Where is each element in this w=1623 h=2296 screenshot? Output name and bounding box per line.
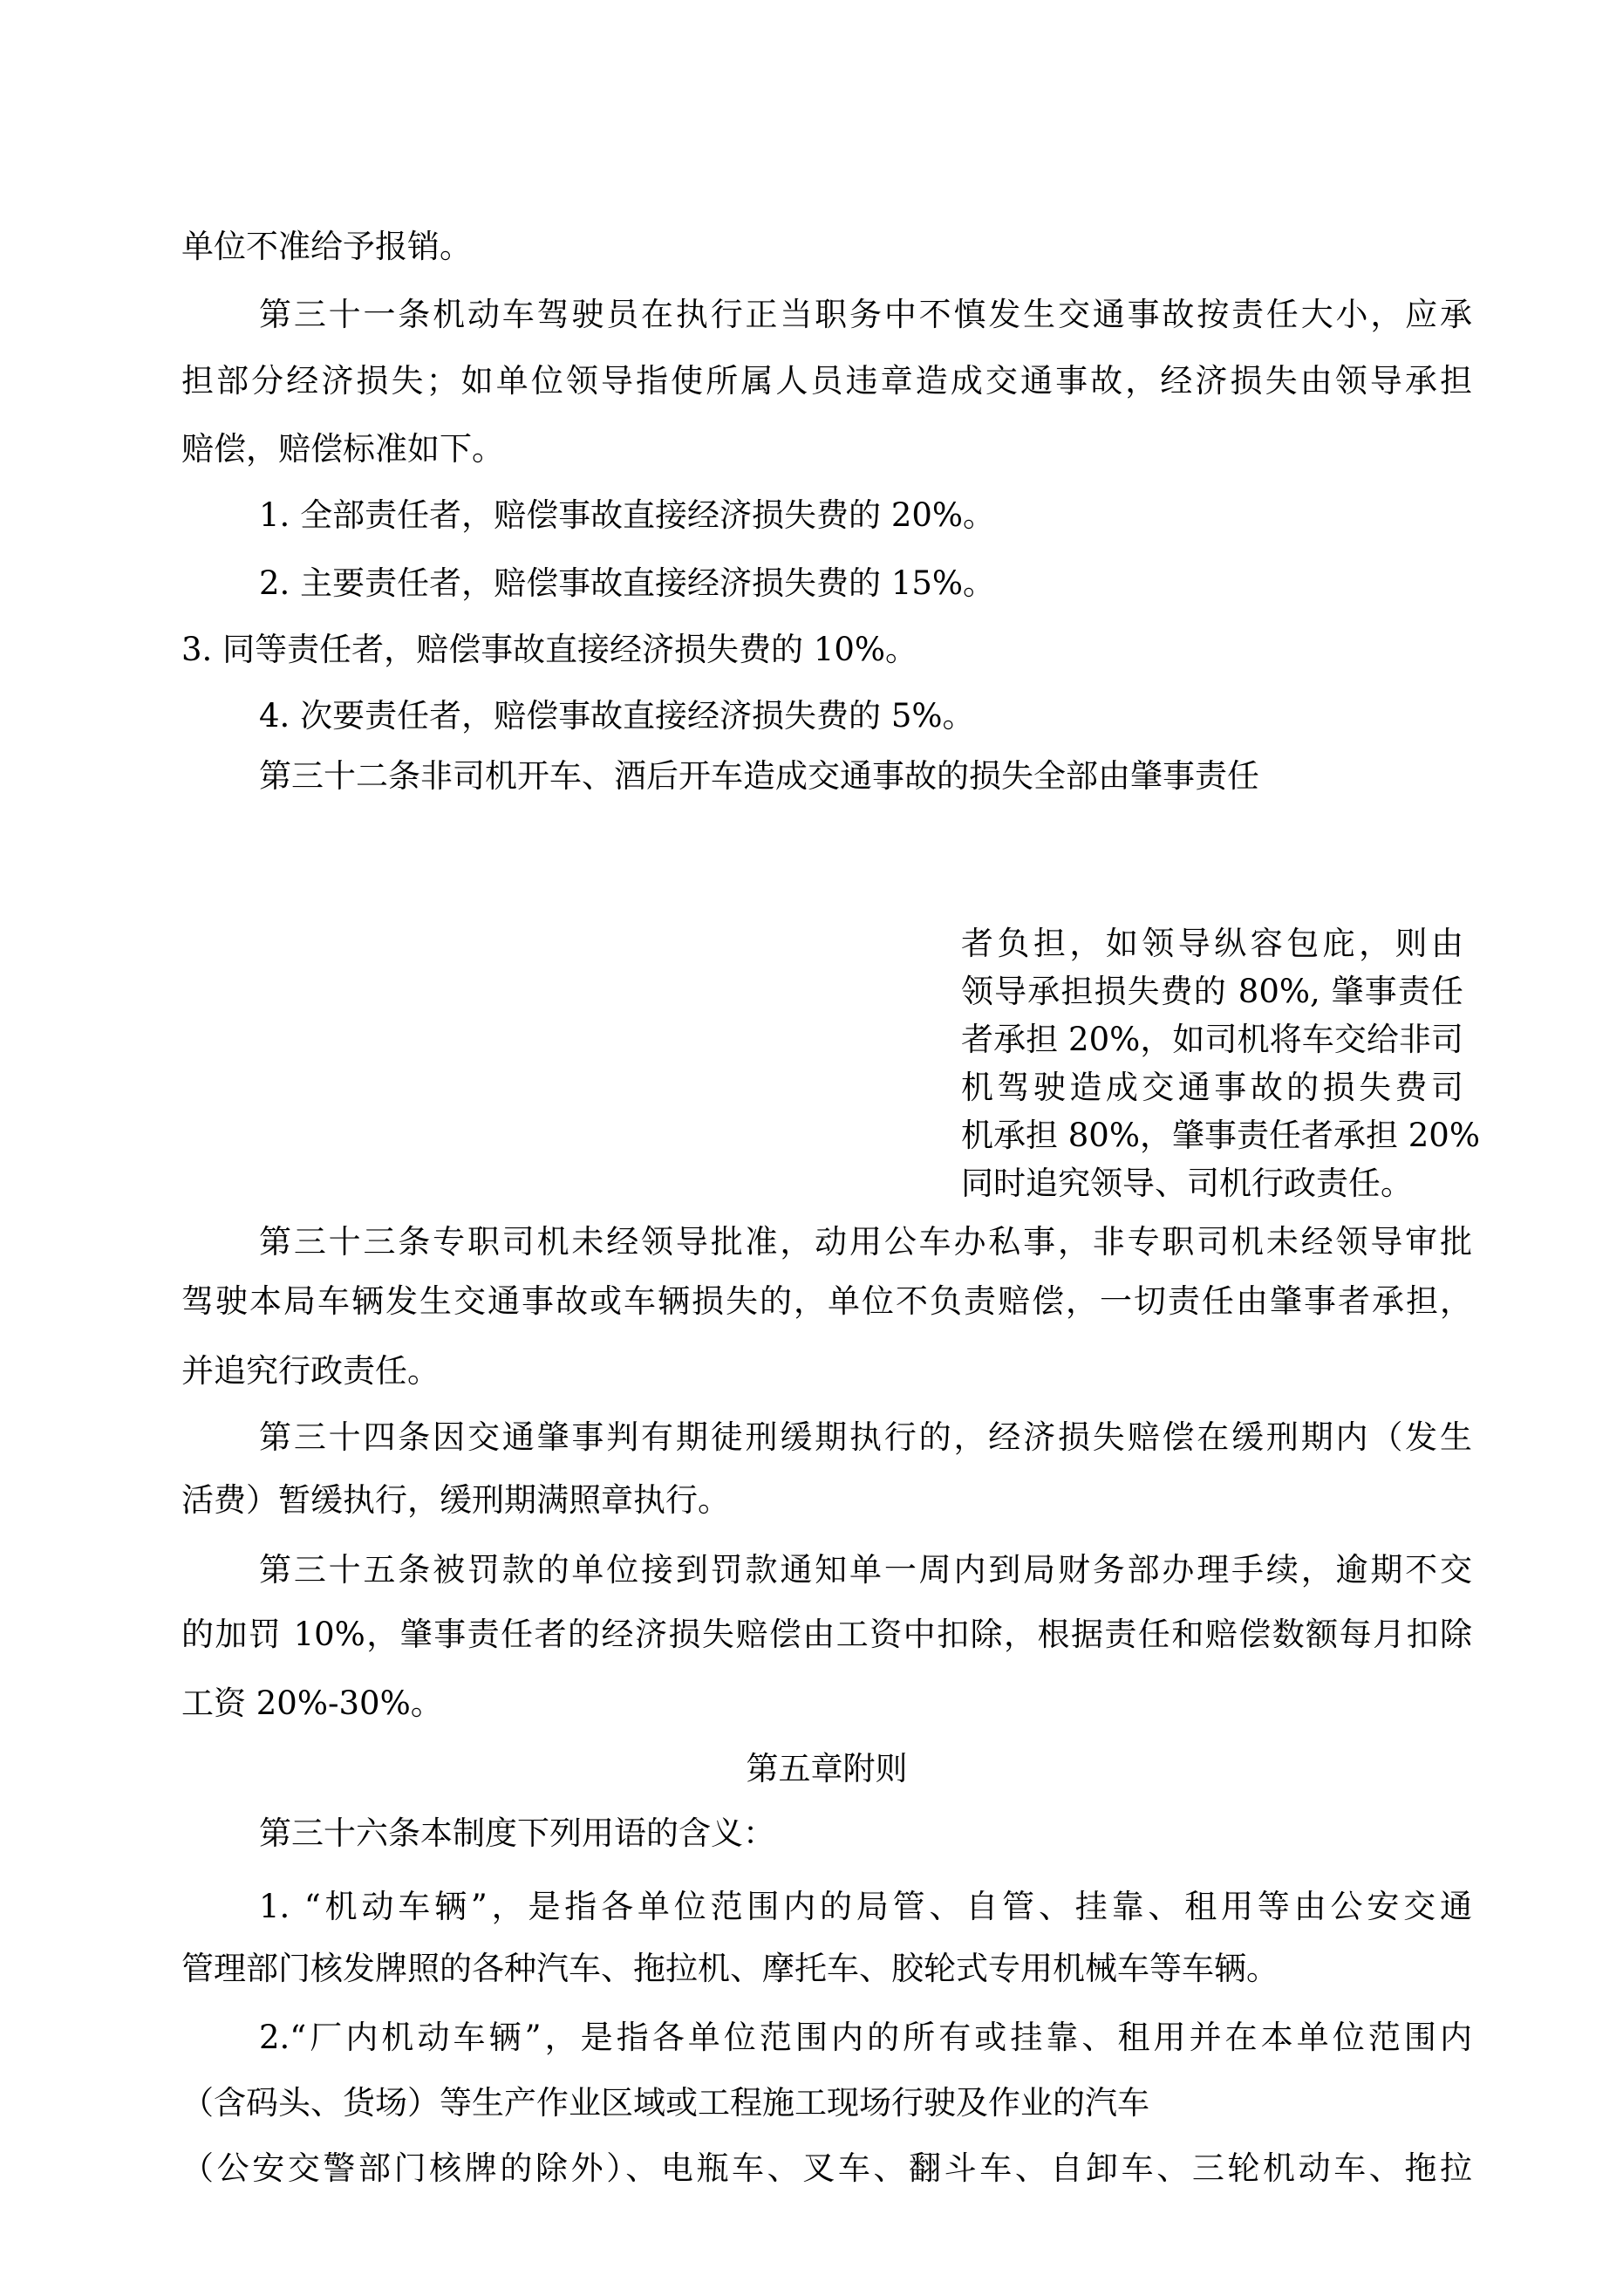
text-line: 同时追究领导、司机行政责任。 xyxy=(961,1165,1413,1202)
text-line: （公安交警部门核牌的除外）、电瓶车、叉车、翻斗车、自卸车、三轮机动车、拖拉 xyxy=(181,2149,1472,2187)
text-line: 赔偿，赔偿标准如下。 xyxy=(181,430,504,468)
list-item: 1. “机动车辆”，是指各单位范围内的局管、自管、挂靠、租用等由公安交通 xyxy=(259,1888,1472,1925)
text-line: 机承担 80%，肇事责任者承担 20% xyxy=(961,1117,1480,1154)
text-line: 者承担 20%，如司机将车交给非司 xyxy=(961,1021,1463,1058)
list-item: 2.“厂内机动车辆”，是指各单位范围内的所有或挂靠、租用并在本单位范围内 xyxy=(259,2019,1472,2056)
list-item: 3. 同等责任者，赔偿事故直接经济损失费的 10%。 xyxy=(181,631,918,668)
article-31-line: 第三十一条机动车驾驶员在执行正当职务中不慎发生交通事故按责任大小，应承 xyxy=(259,296,1472,333)
list-item: 4. 次要责任者，赔偿事故直接经济损失费的 5%。 xyxy=(259,697,975,735)
article-35-line: 第三十五条被罚款的单位接到罚款通知单一周内到局财务部办理手续，逾期不交 xyxy=(259,1551,1472,1589)
list-item: 1. 全部责任者，赔偿事故直接经济损失费的 20%。 xyxy=(259,496,996,534)
text-line: 管理部门核发牌照的各种汽车、拖拉机、摩托车、胶轮式专用机械车等车辆。 xyxy=(181,1950,1279,1987)
article-36-line: 第三十六条本制度下列用语的含义： xyxy=(259,1814,775,1852)
text-line: 的加罚 10%，肇事责任者的经济损失赔偿由工资中扣除，根据责任和赔偿数额每月扣除 xyxy=(181,1616,1472,1653)
text-line: 驾驶本局车辆发生交通事故或车辆损失的，单位不负责赔偿，一切责任由肇事者承担， xyxy=(181,1282,1472,1320)
text-line: 活费）暂缓执行，缓刑期满照章执行。 xyxy=(181,1481,730,1519)
text-line: 者负担，如领导纵容包庇，则由 xyxy=(961,925,1463,962)
text-line: 单位不准给予报销。 xyxy=(181,228,472,265)
text-line: （含码头、货场）等生产作业区域或工程施工现场行驶及作业的汽车 xyxy=(181,2084,1149,2122)
text-line: 担部分经济损失；如单位领导指使所属人员违章造成交通事故，经济损失由领导承担 xyxy=(181,362,1472,400)
article-32-line: 第三十二条非司机开车、酒后开车造成交通事故的损失全部由肇事责任 xyxy=(259,757,1259,795)
text-line: 并追究行政责任。 xyxy=(181,1352,440,1390)
text-line: 工资 20%-30%。 xyxy=(181,1684,443,1722)
chapter-title: 第五章附则 xyxy=(746,1750,908,1787)
text-line: 机驾驶造成交通事故的损失费司 xyxy=(961,1069,1463,1106)
article-33-line: 第三十三条专职司机未经领导批准，动用公车办私事，非专职司机未经领导审批 xyxy=(259,1223,1472,1261)
list-item: 2. 主要责任者，赔偿事故直接经济损失费的 15%。 xyxy=(259,564,996,602)
text-line: 领导承担损失费的 80%, 肇事责任 xyxy=(961,973,1463,1010)
article-34-line: 第三十四条因交通肇事判有期徒刑缓期执行的，经济损失赔偿在缓刑期内（发生 xyxy=(259,1418,1472,1456)
